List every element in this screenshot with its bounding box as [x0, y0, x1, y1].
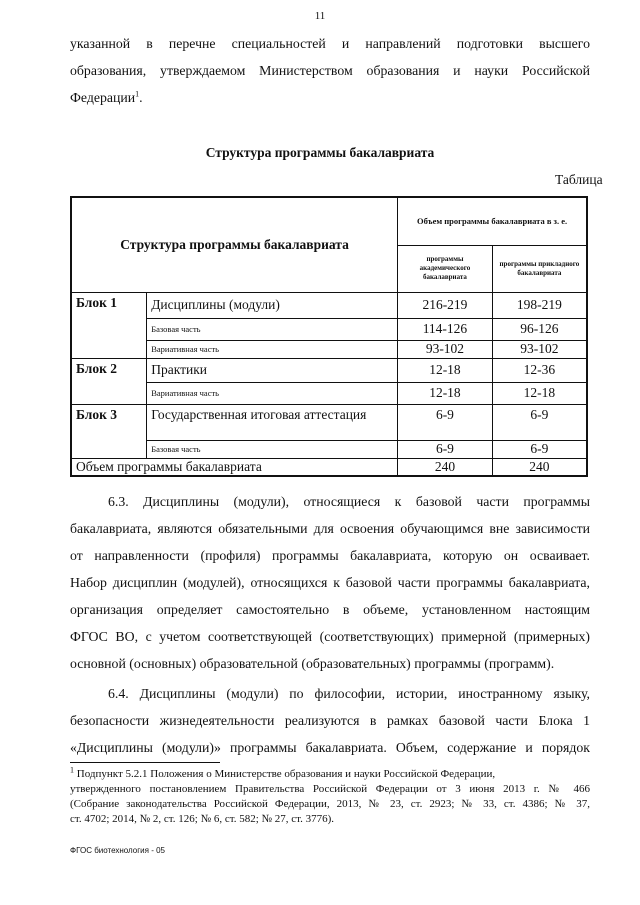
footnote-ref[interactable]: 1 [135, 89, 140, 99]
total-academic: 240 [398, 458, 493, 476]
page-footer: ФГОС биотехнология - 05 [70, 846, 165, 855]
section-title: Структура программы бакалавриата [205, 145, 435, 160]
row-name: Дисциплины (модули) [147, 292, 398, 318]
block-1-label: Блок 1 [71, 292, 147, 358]
row-academic: 216-219 [398, 292, 493, 318]
footnote-text-1: Подпункт 5.2.1 Положения о Министерстве образования и науки Российской Федерации, [76, 768, 496, 780]
footnote-line-3: (Собрание законодательства Российской Федерации, 2013, № 23, ст. 2923; № 33, ст. 4386; № 37, [70, 798, 590, 810]
footnote-line-4: ст. 4702; 2014, № 2, ст. 126; № 6, ст. 582; № 27, ст. 3776). [70, 813, 335, 825]
row-academic: 12-18 [398, 358, 493, 382]
intro-line-2: образования, утверждаемом Министерством образования и науки Российской [70, 63, 590, 78]
structure-table [70, 196, 588, 477]
row-applied: 198-219 [492, 292, 587, 318]
footnote-line-2: утвержденного постановлением Правительства Российской Федерации от 3 июня 2013 г. № 466 [70, 783, 590, 795]
row-name: Базовая часть [147, 440, 398, 458]
row-name: Вариативная часть [147, 382, 398, 404]
total-applied: 240 [492, 458, 587, 476]
row-applied: 93-102 [492, 340, 587, 358]
header-academic: программы академического бакалавриата [398, 245, 493, 292]
para-64-line-1: 6.4. Дисциплины (модули) по философии, истории, иностранному языку, [108, 686, 590, 701]
header-volume: Объем программы бакалавриата в з. е. [398, 197, 587, 245]
total-label: Объем программы бакалавриата [71, 458, 398, 476]
para-64-line-3: «Дисциплины (модули)» программы бакалавриата. Объем, содержание и порядок [70, 740, 590, 755]
table-label: Таблица [555, 172, 603, 187]
row-applied: 6-9 [492, 440, 587, 458]
row-applied: 6-9 [492, 404, 587, 440]
para-63-line-3: от направленности (профиля) программы бакалавриата, которую он осваивает. [70, 548, 590, 563]
intro-line-1: указанной в перечне специальностей и направлений подготовки высшего [70, 36, 590, 51]
row-name: Практики [147, 358, 398, 382]
para-63-line-2: бакалавриата, являются обязательными для освоения обучающимся вне зависимости [70, 521, 590, 536]
intro-line-3-text: Федерации [70, 90, 136, 105]
block-3-label: Блок 3 [71, 404, 147, 458]
row-name: Вариативная часть [147, 340, 398, 358]
header-structure: Структура программы бакалавриата [71, 197, 398, 292]
header-applied: программы прикладного бакалавриата [492, 245, 587, 292]
para-63-line-7: основной (основных) образовательной (образовательных) программы (программ). [70, 656, 555, 671]
para-63-line-6: ФГОС ВО, с учетом соответствующей (соответствующих) примерной (примерных) [70, 629, 590, 644]
intro-line-3-end: . [139, 90, 143, 105]
row-academic: 6-9 [398, 404, 493, 440]
row-academic: 6-9 [398, 440, 493, 458]
para-63-line-1: 6.3. Дисциплины (модули), относящиеся к базовой части программы [108, 494, 590, 509]
para-64-line-2: безопасности жизнедеятельности реализуются в рамках базовой части Блока 1 [70, 713, 590, 728]
para-63-line-4: Набор дисциплин (модулей), относящихся к базовой части программы бакалавриата, [70, 575, 590, 590]
para-63-line-5: организация определяет самостоятельно в объеме, установленном настоящим [70, 602, 590, 617]
row-name: Государственная итоговая аттестация [147, 404, 398, 440]
row-applied: 96-126 [492, 318, 587, 340]
footnote-rule [70, 762, 220, 763]
block-2-label: Блок 2 [71, 358, 147, 404]
row-academic: 93-102 [398, 340, 493, 358]
row-academic: 12-18 [398, 382, 493, 404]
row-academic: 114-126 [398, 318, 493, 340]
row-applied: 12-36 [492, 358, 587, 382]
footnote-line-1 [70, 765, 496, 780]
page-number: 11 [314, 10, 326, 22]
footnote-marker: 1 [70, 765, 74, 775]
intro-line-3 [70, 90, 143, 106]
row-name: Базовая часть [147, 318, 398, 340]
row-applied: 12-18 [492, 382, 587, 404]
